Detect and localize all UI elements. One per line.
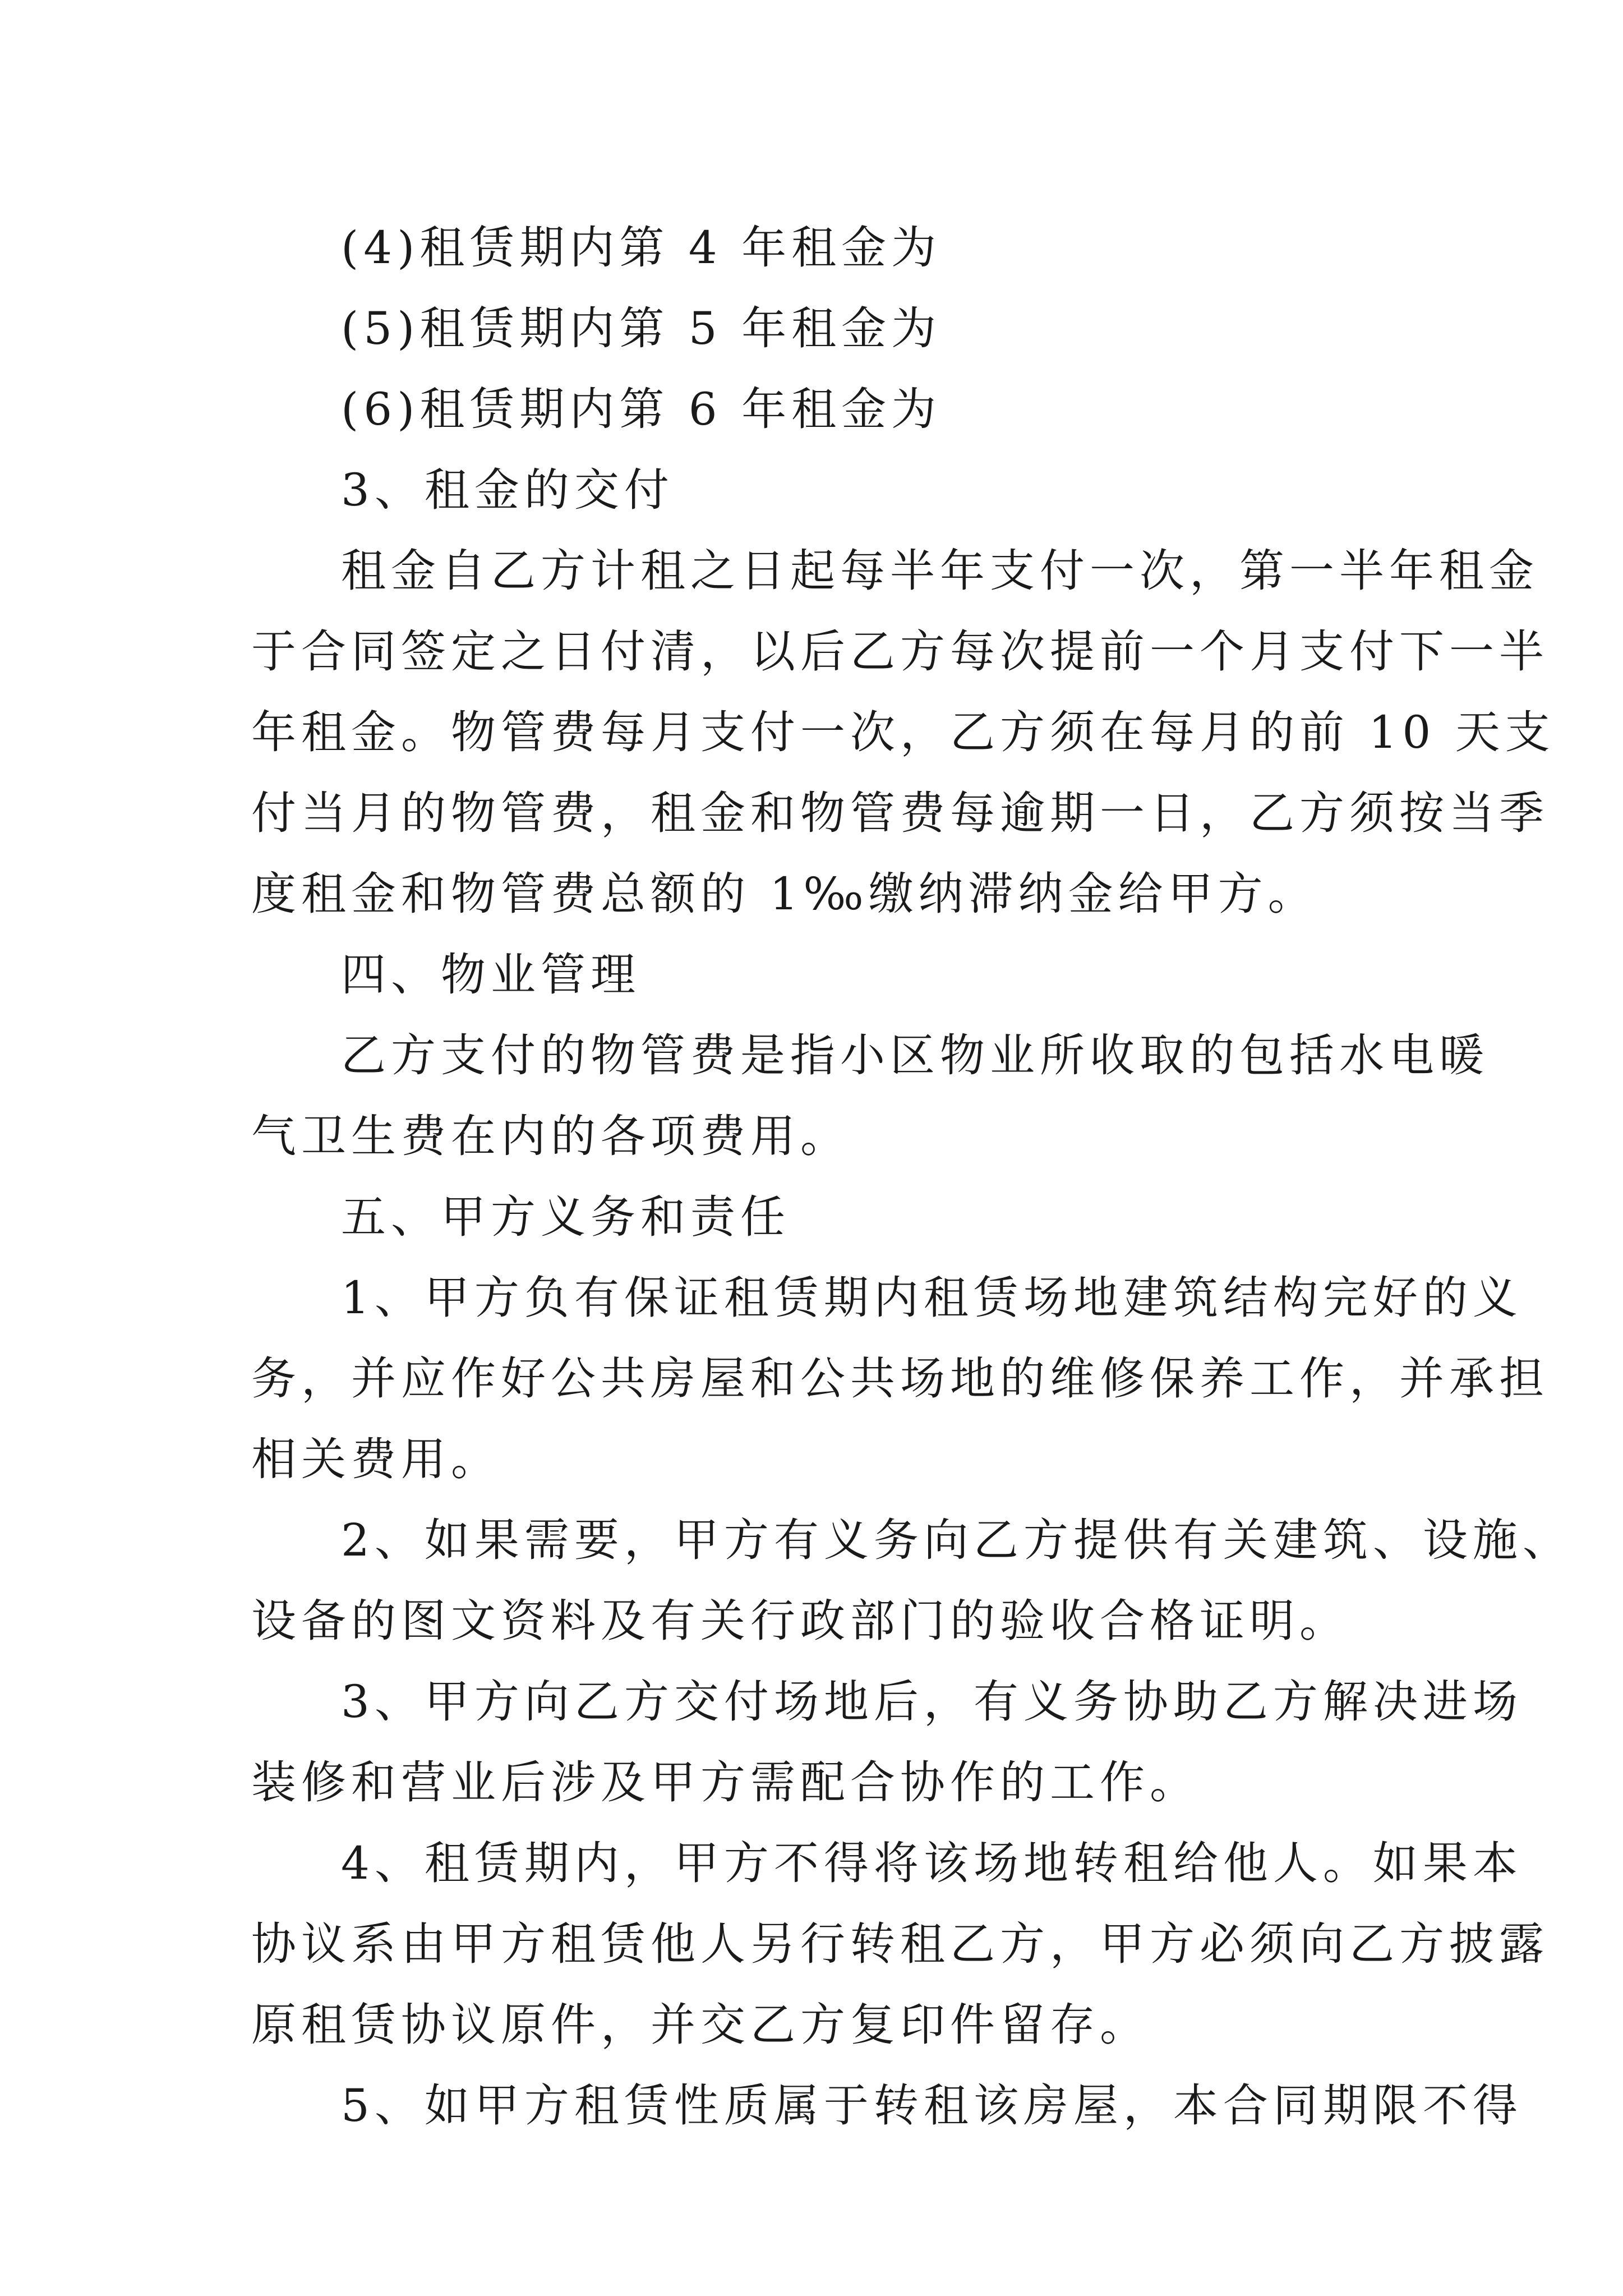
paragraph-rent-year-5: [251, 288, 1378, 369]
text-line: 五、甲方义务和责任: [341, 1191, 790, 1243]
text-line: (4)租赁期内第 4 年租金为: [341, 222, 942, 274]
text-line: 原租赁协议原件，并交乙方复印件留存。: [251, 1999, 1150, 2051]
text-line: 度租金和物管费总额的 1‰缴纳滞纳金给甲方。: [251, 868, 1318, 920]
text-line: 3、租金的交付: [341, 464, 674, 516]
text-line: (6)租赁期内第 6 年租金为: [341, 383, 942, 435]
paragraph-rent-payment-heading: [251, 450, 1378, 531]
text-line: 5、如甲方租赁性质属于转租该房屋，本合同期限不得: [341, 2079, 1523, 2132]
text-line: 3、甲方向乙方交付场地后，有义务协助乙方解决进场: [341, 1676, 1523, 1728]
paragraph-party-a-duty-2: [251, 1500, 1573, 1662]
paragraph-rent-year-4: [251, 208, 1378, 288]
paragraph-party-a-duty-5: [251, 2065, 1523, 2146]
text-line: 装修和营业后涉及甲方需配合协作的工作。: [251, 1756, 1200, 1809]
paragraph-party-a-duty-3: [251, 1662, 1523, 1823]
text-line: 2、如果需要，甲方有义务向乙方提供有关建筑、设施、: [341, 1514, 1573, 1566]
paragraph-party-a-duties-heading: [251, 1177, 1378, 1258]
text-line: 气卫生费在内的各项费用。: [251, 1110, 850, 1162]
text-line: (5)租赁期内第 5 年租金为: [341, 302, 942, 355]
text-line: 务，并应作好公共房屋和公共场地的维修保养工作，并承担: [251, 1352, 1549, 1405]
paragraph-rent-year-6: [251, 369, 1378, 450]
paragraph-party-a-duty-4: [251, 1823, 1549, 2065]
text-line: 协议系由甲方租赁他人另行转租乙方，甲方必须向乙方披露: [251, 1918, 1549, 1970]
text-line: 付当月的物管费，租金和物管费每逾期一日，乙方须按当季: [251, 787, 1549, 839]
text-line: 1、甲方负有保证租赁期内租赁场地建筑结构完好的义: [341, 1272, 1523, 1324]
text-line: 乙方支付的物管费是指小区物业所收取的包括水电暖: [341, 1029, 1489, 1082]
paragraph-property-management-heading: [251, 935, 1378, 1015]
text-line: 4、租赁期内，甲方不得将该场地转租给他人。如果本: [341, 1837, 1523, 1889]
text-line: 租金自乙方计租之日起每半年支付一次，第一半年租金: [341, 545, 1539, 597]
text-line: 设备的图文资料及有关行政部门的验收合格证明。: [251, 1595, 1349, 1647]
text-line: 四、物业管理: [341, 949, 640, 1001]
text-line: 相关费用。: [251, 1433, 501, 1485]
text-line: 于合同签定之日付清，以后乙方每次提前一个月支付下一半: [251, 625, 1549, 678]
paragraph-property-management-body: [251, 1015, 1489, 1177]
paragraph-party-a-duty-1: [251, 1258, 1549, 1500]
paragraph-rent-payment-body: [251, 531, 1555, 935]
document-body: [251, 208, 1573, 2146]
text-line: 年租金。物管费每月支付一次，乙方须在每月的前 10 天支: [251, 706, 1555, 758]
